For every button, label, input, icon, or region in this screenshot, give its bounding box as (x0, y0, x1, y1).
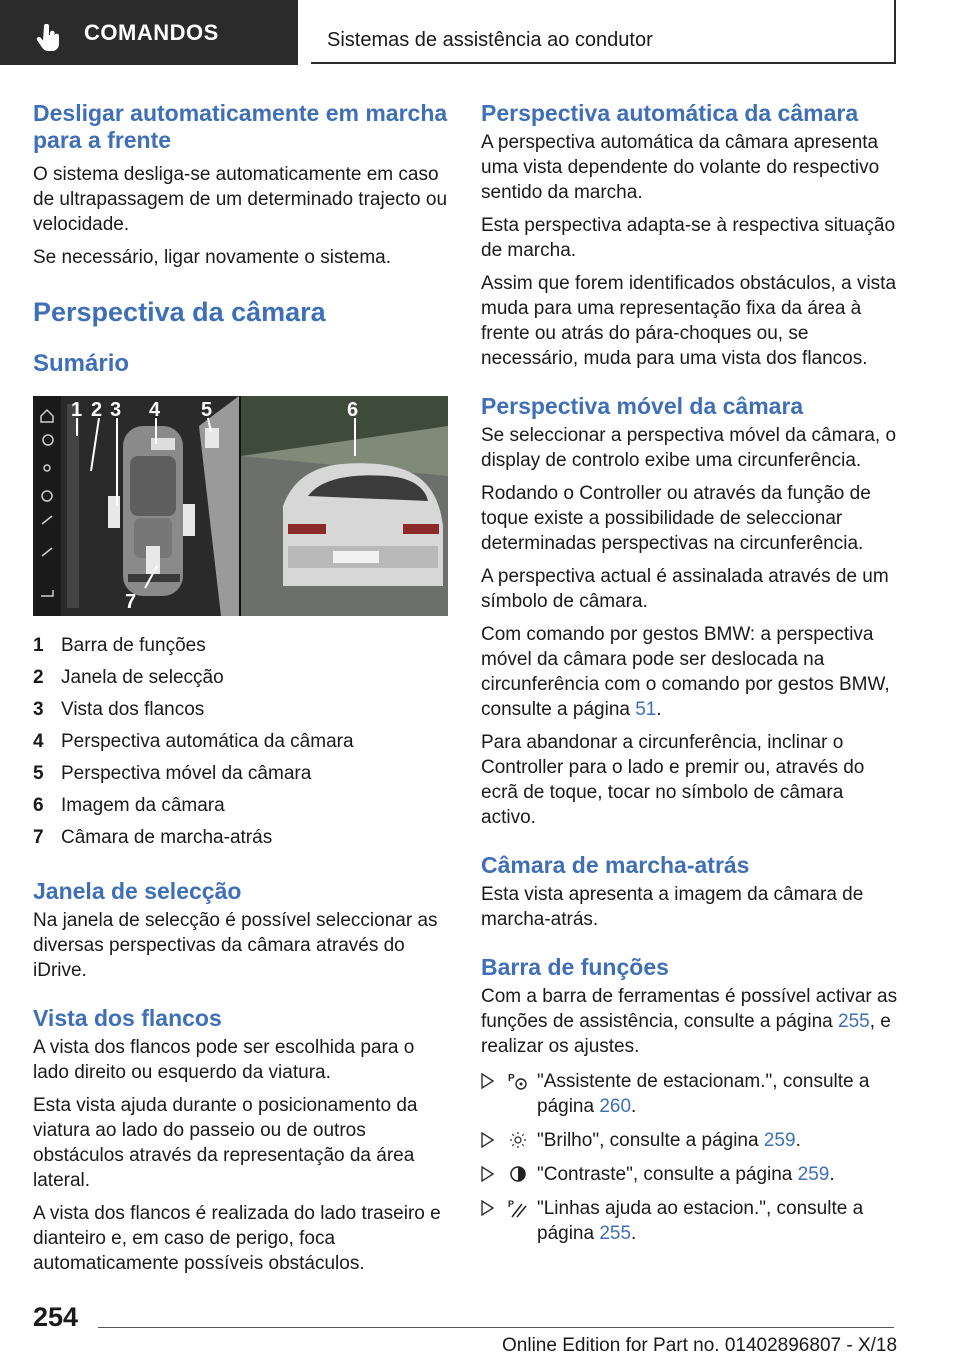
paragraph: A vista dos flancos pode ser escolhida para o lado direito ou esquerdo da viatura. (33, 1037, 415, 1083)
legend-item: 2 Janela de selecção (33, 667, 224, 688)
paragraph: Esta vista ajuda durante o posicionamento da viatura ao lado do passeio ou de outros obstáculos através da representação da área lateral. (33, 1095, 418, 1191)
footer-divider (98, 1327, 894, 1328)
list-item: "Contraste", consulte a página 259. (481, 1162, 899, 1187)
legend-item: 3 Vista dos flancos (33, 699, 205, 720)
hand-pointer-icon (36, 24, 62, 52)
legend-item: 7 Câmara de marcha-atrás (33, 827, 273, 848)
bullet-triangle-icon (481, 1166, 494, 1182)
figure-label: 2 (91, 399, 103, 421)
paragraph: Esta perspectiva adapta-se à respectiva situação de marcha. (481, 215, 896, 261)
paragraph: Na janela de selecção é possível seleccionar as diversas perspectivas da câmara através do iDrive. (33, 910, 438, 981)
camera-view-figure (33, 396, 448, 616)
page-link[interactable]: 259 (763, 1130, 796, 1151)
section-title: Perspectiva móvel da câmara (481, 393, 804, 419)
chapter-title-box (311, 0, 896, 64)
legend-item: 4 Perspectiva automática da câmara (33, 731, 354, 752)
section-title: Desligar automaticamente em marcha para a frente (33, 100, 448, 153)
page-link[interactable]: 51 (635, 699, 657, 720)
paragraph: A perspectiva automática da câmara apresenta uma vista dependente do volante do respectivo sentido da marcha. (481, 132, 880, 203)
paragraph: A perspectiva actual é assinalada através de um símbolo de câmara. (481, 566, 889, 612)
section-function-bar (481, 954, 899, 1246)
svg-text:P: P (508, 1199, 515, 1209)
paragraph: Se necessário, ligar novamente o sistema. (33, 247, 392, 268)
brightness-sun-icon (508, 1130, 528, 1150)
paragraph: Para abandonar a circunferência, inclinar o Controller para o lado e premir ou, através do ecrã de toque, tocar no símbolo de câmara activo. (481, 732, 865, 828)
page-link[interactable]: 259 (797, 1164, 830, 1185)
section-label: COMANDOS (84, 20, 219, 45)
chapter-title: Sistemas de assistência ao condutor (327, 29, 653, 51)
parking-lines-icon (508, 1198, 528, 1218)
legend-item: 6 Imagem da câmara (33, 795, 225, 816)
section-title: Janela de selecção (33, 878, 242, 904)
section-title: Barra de funções (481, 954, 669, 980)
paragraph: Com comando por gestos BMW: a perspectiva móvel da câmara pode ser deslocada na circunferência com o comando por gestos BMW, consulte a página 51. (481, 624, 890, 720)
figure-label: 1 (71, 399, 83, 421)
section-rear-camera (481, 852, 899, 932)
bullet-triangle-icon (481, 1132, 494, 1148)
page-link[interactable]: 255 (599, 1223, 632, 1244)
bullet-triangle-icon (481, 1200, 494, 1216)
paragraph: Assim que forem identificados obstáculos, a vista muda para uma representação fixa da área à frente ou atrás do pára-choques ou, se necessário, muda para uma vista dos flancos. (481, 273, 897, 369)
page-link[interactable]: 260 (599, 1096, 632, 1117)
legend-item: 5 Perspectiva móvel da câmara (33, 763, 312, 784)
section-mobile-perspective (481, 393, 899, 830)
paragraph: Rodando o Controller ou através da função de toque existe a possibilidade de seleccionar determinadas perspectivas na circunferência. (481, 483, 871, 554)
page-link[interactable]: 255 (838, 1011, 870, 1032)
edition-note: Online Edition for Part no. 01402896807 - X/18 (502, 1335, 898, 1356)
figure-label: 3 (110, 399, 122, 421)
paragraph: Esta vista apresenta a imagem da câmara de marcha-atrás. (481, 884, 864, 930)
list-item: P "Linhas ajuda ao estacion.", consulte a página 255. (481, 1196, 899, 1246)
section-title: Perspectiva automática da câmara (481, 100, 859, 126)
right-column (481, 100, 899, 1268)
paragraph: O sistema desliga-se automaticamente em caso de ultrapassagem de um determinado trajecto ou velocidade. (33, 164, 448, 235)
paragraph: Se seleccionar a perspectiva móvel da câmara, o display de controlo exibe uma circunferência. (481, 425, 897, 471)
function-list (481, 1069, 899, 1246)
list-item: P "Assistente de estacionam.", consulte a página 260. (481, 1069, 899, 1119)
figure-label: 6 (347, 399, 359, 421)
section-auto-off (33, 100, 449, 270)
paragraph: A vista dos flancos é realizada do lado traseiro e dianteiro e, em caso de perigo, foca automaticamente possíveis obstáculos. (33, 1203, 441, 1274)
page-title: Perspectiva da câmara (33, 297, 326, 327)
section-title: Vista dos flancos (33, 1005, 222, 1031)
bullet-triangle-icon (481, 1073, 494, 1089)
paragraph: Com a barra de ferramentas é possível activar as funções de assistência, consulte a página 255, e realizar os ajustes. (481, 986, 898, 1057)
page-footer (0, 1290, 960, 1362)
parking-assistant-icon (508, 1071, 528, 1091)
section-title: Câmara de marcha-atrás (481, 852, 750, 878)
figure-legend (33, 630, 449, 854)
figure-label: 4 (149, 399, 161, 421)
section-auto-perspective (481, 100, 899, 371)
section-selection-window (33, 878, 449, 983)
section-tab (0, 0, 298, 65)
figure-label: 5 (201, 399, 213, 421)
page-number: 254 (33, 1302, 79, 1332)
section-flank-view (33, 1005, 449, 1276)
left-column (33, 100, 449, 1298)
subheading-summary: Sumário (33, 350, 130, 377)
list-item: "Brilho", consulte a página 259. (481, 1128, 899, 1153)
legend-item: 1 Barra de funções (33, 635, 206, 656)
figure-label: 7 (125, 591, 137, 613)
page-header (0, 0, 960, 66)
svg-text:P: P (508, 1073, 515, 1084)
contrast-icon (508, 1164, 528, 1184)
